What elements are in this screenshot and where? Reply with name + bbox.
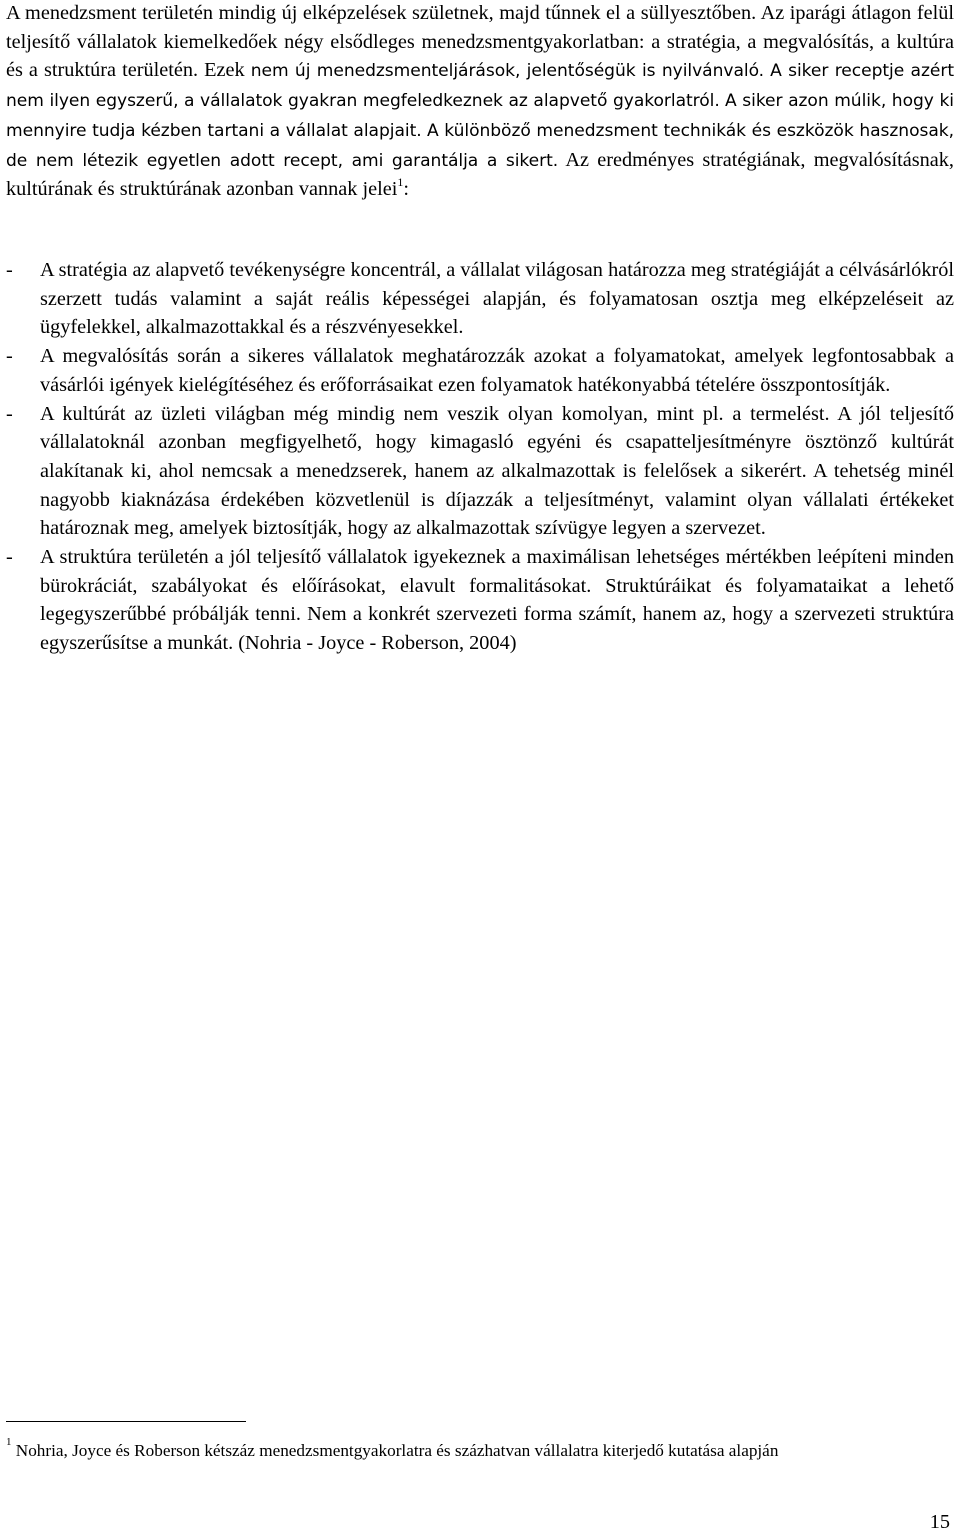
- list-item: [6, 400, 954, 544]
- bullet-dash: -: [6, 546, 13, 569]
- bullet-text-implementation: A megvalósítás során a sikeres vállalatok meghatározzák azokat a folyamatokat, amelyek legfontosabbak a vásárlói igények kielégítéséhez és erőforrásaikat ezen folyamatok hatékonyabbá tételére összpontosítják.: [40, 345, 954, 396]
- page-number: 15: [929, 1511, 950, 1533]
- footnote-reference[interactable]: 1: [397, 175, 404, 190]
- footnote-number: 1: [6, 1436, 12, 1449]
- bullet-list: [6, 256, 954, 658]
- bullet-text-strategy: A stratégia az alapvető tevékenységre koncentrál, a vállalat világosan határozza meg stratégiáját a célvásárlókról szerzett tudás valamint a saját reális képességei alapján, és folyamatosan osztja meg elképzeléseit az ügyfelekkel, alkalmazottakkal és a részvényesekkel.: [40, 259, 954, 339]
- intro-text-2: nem új menedzsmenteljárások, jelentőségük is nyilvánvaló.: [250, 61, 765, 82]
- intro-text-4: A siker azon múlik, hogy ki mennyire tudja kézben tartani a vállalat alapjait.: [6, 91, 955, 141]
- intro-text-1: A menedzsment területén mindig új elképzelések születnek, majd tűnnek el a süllyesztőben. Az iparági átlagon felül teljesítő vállalatok kiemelkedőek négy elsődleges menedzsmentgyakorlatban: a stratégia, a megvalósítás, a kultúra és a struktúra területén. Ezek: [6, 2, 954, 82]
- bullet-dash: -: [6, 345, 13, 368]
- list-item: [6, 256, 954, 342]
- intro-text-3: A siker receptje azért nem ilyen egyszerű, a vállalatok gyakran megfeledkeznek az alapvető gyakorlatról.: [6, 61, 954, 112]
- intro-text-6: Az eredményes stratégiának, megvalósításnak, kultúrának és struktúrának azonban vannak jelei: [6, 148, 955, 201]
- footnote-text: Nohria, Joyce és Roberson kétszáz menedzsmentgyakorlatra és százhatvan vállalatra kiterjedő kutatása alapján: [11, 1441, 779, 1460]
- intro-paragraph: [6, 0, 954, 204]
- bullet-dash: -: [6, 259, 13, 281]
- bullet-dash: -: [6, 402, 13, 425]
- footnote: [6, 1436, 956, 1462]
- list-item: [6, 543, 954, 658]
- footnote-divider: [6, 1421, 246, 1422]
- intro-text-6-end: :: [403, 178, 410, 201]
- bullet-text-structure: A struktúra területén a jól teljesítő vállalatok igyekeznek a maximálisan lehetséges mértékben leépíteni minden bürokráciát, szabályokat és előírásokat, elavult formalitásokat. Struktúráikat és folyamataikat a lehető legegyszerűbbé próbálják tenni. Nem a konkrét szervezeti forma számít, hanem az, hogy a szervezeti struktúra egyszerűsítse a munkát. (Nohria - Joyce - Roberson, 2004): [40, 546, 954, 655]
- bullet-text-culture: A kultúrát az üzleti világban még mindig nem veszik olyan komolyan, mint pl. a termelést. A jól teljesítő vállalatoknál azonban megfigyelhető, hogy kimagasló egyéni és csapatteljesítményre ösztönző kultúrát alakítanak ki, ahol nemcsak a menedzserek, hanem az alkalmazottak is felelősek a sikerért. A tehetség minél nagyobb kiaknázása érdekében közvetlenül is díjazzák a teljesítményt, valamint olyan vállalati értékeket határoznak meg, amelyek biztosítják, hogy az alkalmazottak szívügye legyen a szervezet.: [40, 402, 954, 540]
- intro-text-5: A különböző menedzsment technikák és eszközök hasznosak, de nem létezik egyetlen adott recept, ami garantálja a sikert.: [6, 120, 955, 171]
- list-item: [6, 342, 954, 399]
